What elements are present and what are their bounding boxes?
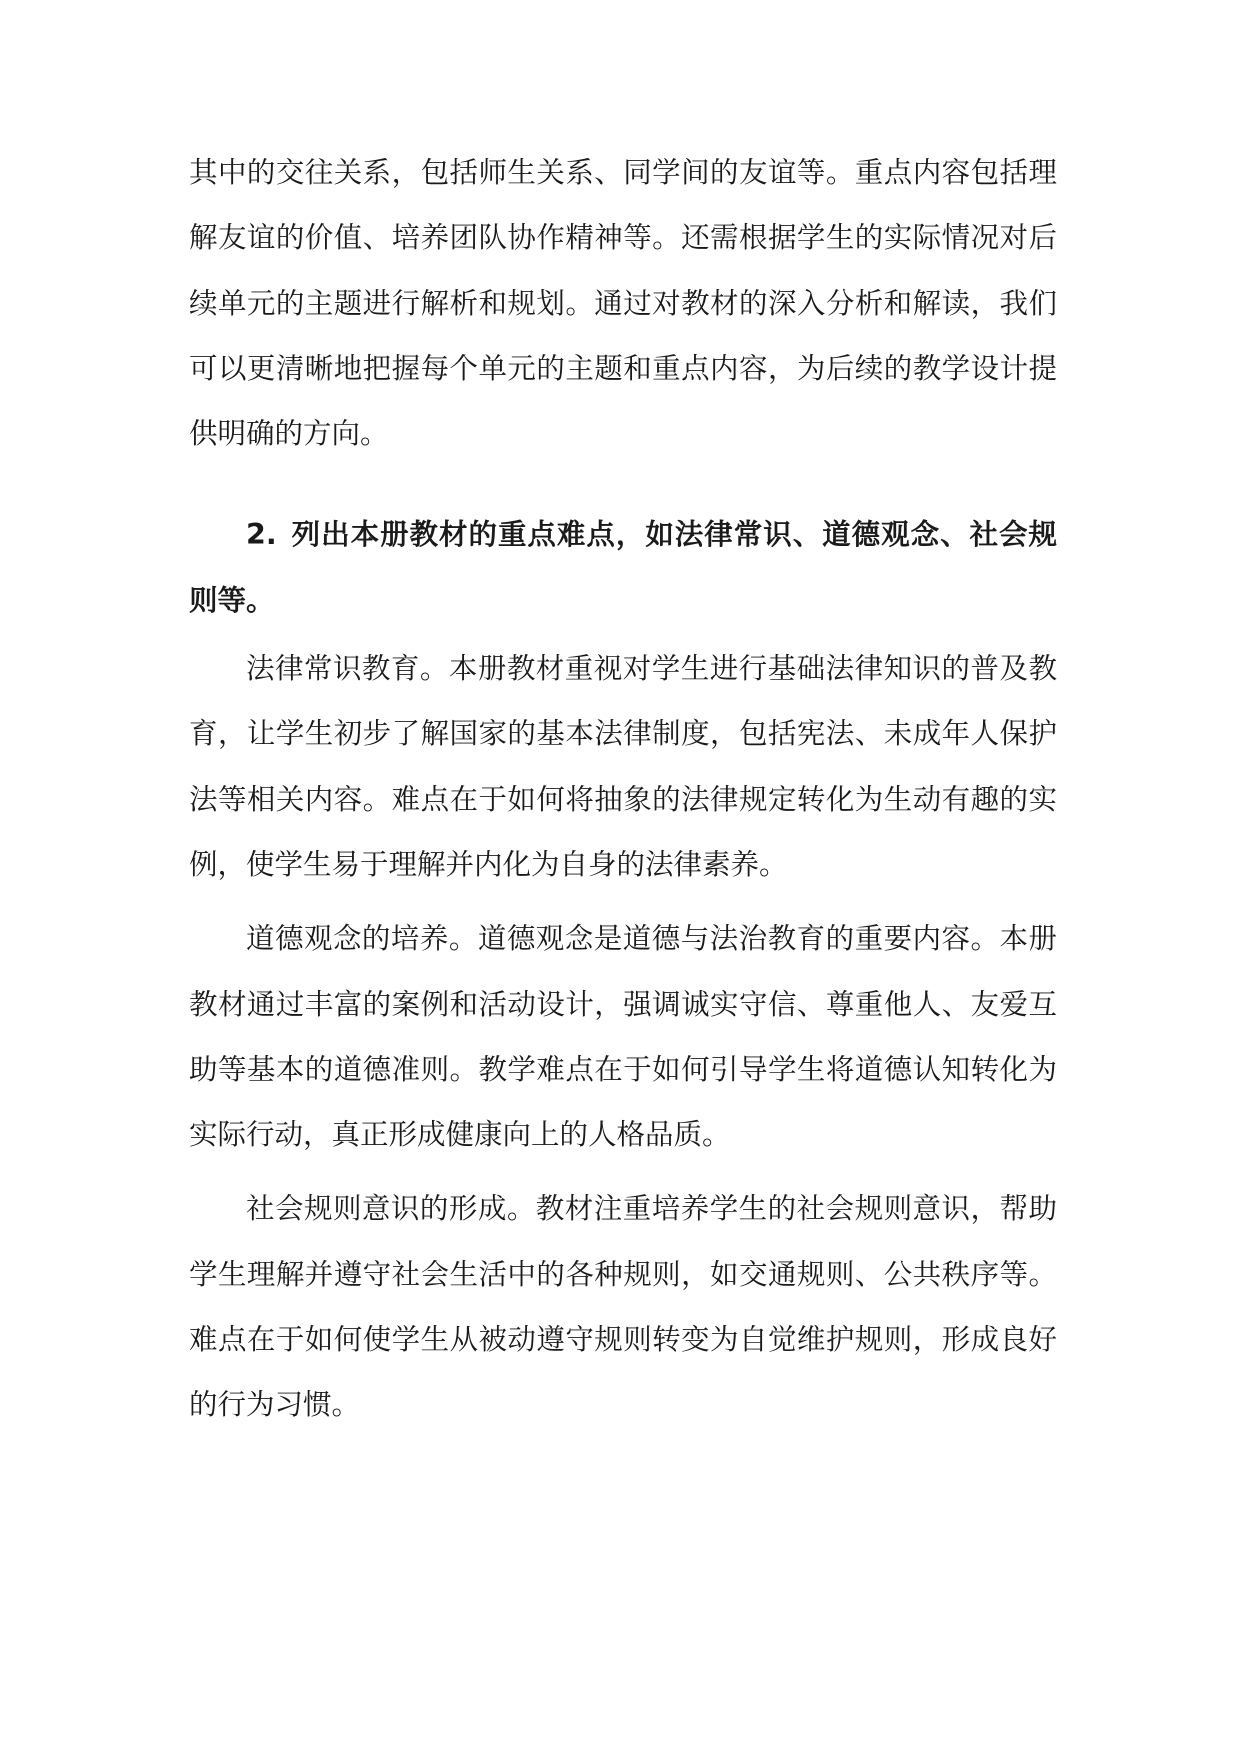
paragraph-law-knowledge: 法律常识教育。本册教材重视对学生进行基础法律知识的普及教育，让学生初步了解国家的基本法律制度，包括宪法、未成年人保护法等相关内容。难点在于如何将抽象的法律规定转化为生动有趣的实例，使学生易于理解并内化为自身的法律素养。 bbox=[189, 652, 1057, 881]
document-page bbox=[189, 140, 1057, 1438]
paragraph-continuation: 其中的交往关系，包括师生关系、同学间的友谊等。重点内容包括理解友谊的价值、培养团队协作精神等。还需根据学生的实际情况对后续单元的主题进行解析和规划。通过对教材的深入分析和解读，我们可以更清晰地把握每个单元的主题和重点内容，为后续的教学设计提供明确的方向。 bbox=[189, 156, 1057, 451]
paragraph-moral-concepts: 道德观念的培养。道德观念是道德与法治教育的重要内容。本册教材通过丰富的案例和活动设计，强调诚实守信、尊重他人、友爱互助等基本的道德准则。教学难点在于如何引导学生将道德认知转化为实际行动，真正形成健康向上的人格品质。 bbox=[189, 922, 1057, 1152]
paragraph-social-rules: 社会规则意识的形成。教材注重培养学生的社会规则意识，帮助学生理解并遵守社会生活中的各种规则，如交通规则、公共秩序等。难点在于如何使学生从被动遵守规则转变为自觉维护规则，形成良好的行为习惯。 bbox=[189, 1192, 1057, 1422]
section-heading-text: 列出本册教材的重点难点，如法律常识、道德观念、社会规则等。 bbox=[189, 518, 1057, 617]
section-heading-number: 2. bbox=[246, 518, 277, 552]
section-heading bbox=[189, 502, 1057, 633]
